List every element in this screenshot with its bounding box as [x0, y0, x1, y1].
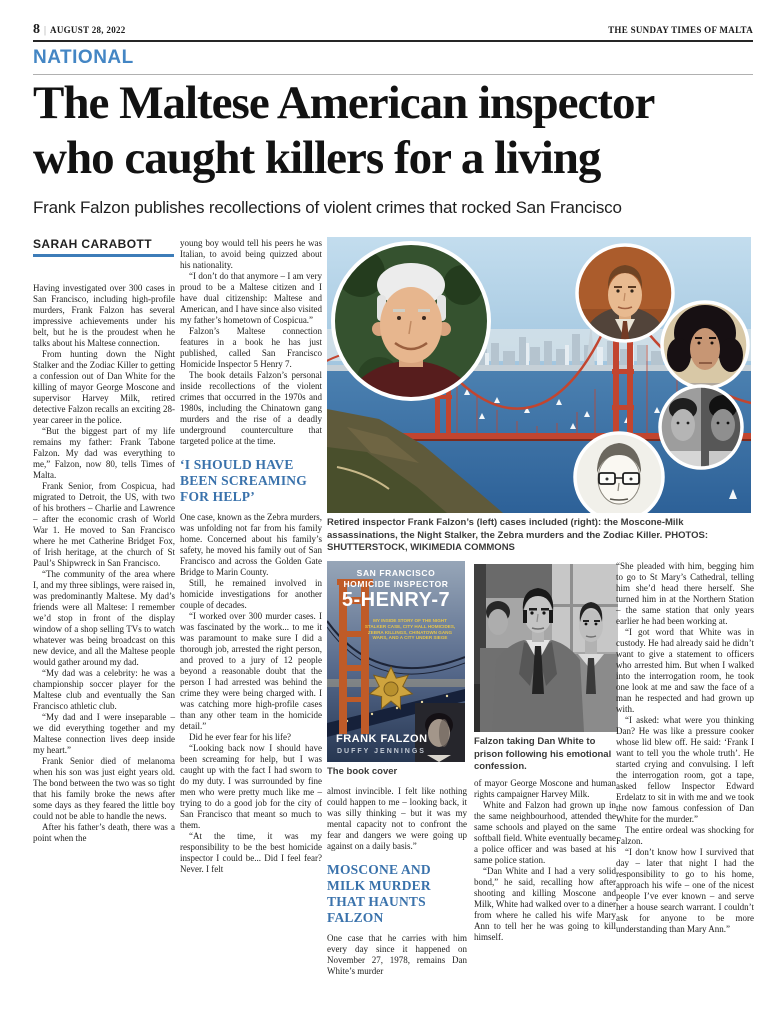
body-paragraph: Falzon’s Maltese connection features in a book he has just published, called San Francisco Homicide Inspector 5 Henry 7.: [180, 326, 322, 369]
dan-white-photo-caption: Falzon taking Dan White to prison following his emotional confession.: [474, 736, 612, 772]
header-rule: [33, 40, 753, 42]
body-paragraph: Still, he remained involved in homicide investigations for another couple of decades.: [180, 578, 322, 610]
page-header-left: [33, 20, 126, 38]
column-2-part1: [180, 238, 322, 447]
body-paragraph: Frank Senior died of melanoma when his son was just eight years old. The bond between the two was so tight that his family broke the news after some days as they feared the little boy could not be able to handle the news.: [33, 756, 175, 821]
body-paragraph: “I don’t do that anymore – I am very proud to be a Maltese citizen and I have dual citizenship: Maltese and American, and I have since also visited my father’s hometown of Cospicua.”: [180, 271, 322, 325]
body-paragraph: One case that he carries with him every day since it happened on November 27, 1978, remains Dan White’s murder: [327, 933, 467, 976]
column-3-part1: [327, 786, 467, 852]
byline: SARAH CARABOTT: [33, 237, 152, 251]
body-paragraph: Did he ever fear for his life?: [189, 732, 291, 742]
body-paragraph: young boy would tell his peers he was Italian, to avoid being quizzed about his nationality.: [180, 238, 322, 270]
body-paragraph: “At the time, it was my responsibility to be the best homicide inspector I could be... Did I feel fear? Never. I felt: [180, 831, 322, 874]
dan-white-photo-illustration: [474, 564, 618, 732]
column-4: [474, 778, 616, 943]
golden-gate-collage-illustration: [327, 237, 751, 513]
body-paragraph: The entire ordeal was shocking for Falzon.: [616, 825, 754, 846]
header-divider: |: [44, 25, 47, 36]
body-paragraph: “I don’t know how I survived that day – later that night I had the responsibility to go to his home, approach his wife – one of the nicest people I’ve ever known – and serve her a house search warrant. I couldn’t ask for anyone to be more understanding than Mary Ann.”: [616, 847, 754, 934]
body-paragraph: “I asked: what were you thinking Dan? He was like a pressure cooker whose lid blew off. He said: ‘Frank I want to tell you the whole truth’. He started crying and convulsing. I left the interrogation room, got a tape, asked fellow Inspector Edward Erdelatz to sit in with me and we took the now famous confession of Dan White for the murder.”: [616, 715, 754, 824]
body-paragraph: After his father’s death, there was a point when the: [33, 822, 175, 843]
column-3: [327, 786, 467, 977]
column-3-part2: [327, 933, 467, 977]
body-paragraph: “My dad and I were inseparable – we did everything together and my Maltese connection lives deep inside my heart.”: [33, 712, 175, 755]
page-number: 8: [33, 22, 40, 37]
body-paragraph: Frank Senior, from Cospicua, had migrated to Detroit, the US, with two of his brothers – Charlie and Lawrence – after the economic crash of World War 1. He moved to San Francisco where he met Catherine Bridget Fox, of Irish heritage, at the church of St Paul’s Shipwreck in San Francisco.: [33, 481, 175, 568]
main-photo-caption: Retired inspector Frank Falzon’s (left) cases included (right): the Moscone-Milk assassinations, the Night Stalker, the Zebra murders and the Zodiac Killer. PHOTOS: SHUTTERSTOCK, WIKIMEDIA COMMONS: [327, 517, 708, 553]
byline-rule: [33, 254, 174, 257]
column-2-part2: [180, 512, 322, 875]
issue-date: AUGUST 28, 2022: [50, 25, 126, 35]
body-paragraph: almost invincible. I felt like nothing could happen to me – looking back, it was silly thinking – but it was my mental capacity not to confront the fear and dangers we were going up against on a daily basis.”: [327, 786, 467, 851]
body-paragraph: “She pleaded with him, begging him to go to St Mary’s Cathedral, telling him she’d head there herself. She turned him in at the Northern Station – the same station that only years earlier he had been working at.: [616, 561, 754, 626]
body-paragraph: “But the biggest part of my life remains my father: Frank Tabone Falzon. My dad was everything to me,” Falzon, now 80, tells Times of Malta.: [33, 426, 175, 480]
book-cover-line1: SAN FRANCISCO: [356, 568, 436, 578]
headline-line2: who caught killers for a living: [33, 132, 601, 184]
body-paragraph: “Dan White and I had a very solid bond,” he said, recalling how after shooting and killing Moscone and Milk, White had walked over to a diner from where he called his wife Mary Ann to tell her he was going to kill himself.: [474, 866, 616, 942]
body-paragraph: Having investigated over 300 cases in San Francisco, including high-profile murders, Frank Falzon has several impressive achievements under his belt, but he is the proudest when he talks about his Maltese connection.: [33, 283, 175, 348]
standfirst: Frank Falzon publishes recollections of violent crimes that rocked San Francisco: [33, 198, 622, 217]
body-paragraph: White and Falzon had grown up in the same neighbourhood, attended the same schools and played on the same softball field. White eventually became a police officer and was based at his same police station.: [474, 800, 616, 865]
dan-white-photo: [474, 564, 618, 732]
column-2: [180, 238, 322, 875]
body-paragraph: “I worked over 300 murder cases. I was fascinated by the work... to me it was paramount to make sure I did a thorough job, arrested the right person, and proved to a jury of 12 people beyond a reasonable doubt that the person I had arrested was behind the crime they were being charged with. I was catching more high-profile cases than any other team in the homicide detail.”: [180, 611, 322, 731]
main-photo: [327, 237, 751, 513]
book-cover-title: 5-HENRY-7: [341, 589, 451, 611]
section-label: NATIONAL: [33, 47, 134, 68]
subhead-screaming: ‘I SHOULD HAVE BEEN SCREAMING FOR HELP’: [180, 457, 307, 504]
subhead-moscone: MOSCONE AND MILK MURDER THAT HAUNTS FALZON: [327, 862, 431, 925]
book-cover: [327, 561, 465, 762]
headline-line1: The Maltese American inspector: [33, 77, 655, 129]
masthead: THE SUNDAY TIMES OF MALTA: [608, 25, 753, 35]
column-5: [616, 561, 754, 935]
book-cover-author1: FRANK FALZON: [336, 733, 428, 745]
page-header: [33, 20, 753, 38]
book-cover-subtitle: MY INSIDE STORY OF THE NIGHT STALKER CASE, CITY HALL HOMICIDES, ZEBRA KILLINGS, CHINATOWN GANG WARS, AND A CITY UNDER SIEGE: [364, 618, 456, 641]
body-paragraph: One case, known as the Zebra murders, was unfolding not far from his family home. Concerned about his family’s safety, he moved his family out of San Francisco and across the Golden Gate Bridge to Marin County.: [180, 512, 322, 577]
book-cover-author2: DUFFY JENNINGS: [337, 748, 426, 755]
section-rule: [33, 74, 753, 75]
column-1: [33, 283, 175, 844]
body-paragraph: “The community of the area where I, and my three siblings, were raised in, was predominantly Maltese. My dad’s friends were all Maltese: I remember we’d stop in front of the display window of a shop selling TVs to watch whatever was being broadcast on this new device, and all the Maltese people would gather around my dad.: [33, 569, 175, 667]
body-paragraph: of mayor George Moscone and human rights campaigner Harvey Milk.: [474, 778, 616, 799]
body-paragraph: “I got word that White was in custody. He had already said he didn’t want to give a statement to officers who arrested him. But when I walked into the interrogation room, he took one look at me and saw the face of a man he respected and had grown up with.: [616, 627, 754, 714]
body-paragraph: “My dad was a celebrity: he was a championship soccer player for the Maltese club and eventually the San Francisco athletic club.: [33, 668, 175, 711]
body-paragraph: “Looking back now I should have been screaming for help, but I was caught up with the fact I had sworn to do my duty. I was surrounded by fine men who were pretty much like me – trying to do a good job for the city of San Francisco that meant so much to them.: [180, 743, 322, 830]
book-cover-line2: HOMICIDE INSPECTOR: [343, 579, 449, 589]
headline: [33, 76, 759, 186]
body-paragraph: From hunting down the Night Stalker and the Zodiac Killer to getting a confession out of Dan White for the killing of mayor George Moscone and supervisor Harvey Milk, retired detective Falzon recalls an exciting 28-year career in the police.: [33, 349, 175, 425]
book-cover-caption: The book cover: [327, 766, 398, 777]
body-paragraph: The book details Falzon’s personal inside recollections of the violent crimes that occurred in the 1970s and 1980s, including the Chinatown gang murders and the rise of a deadly underground counterculture that targeted police at the time.: [180, 370, 322, 446]
